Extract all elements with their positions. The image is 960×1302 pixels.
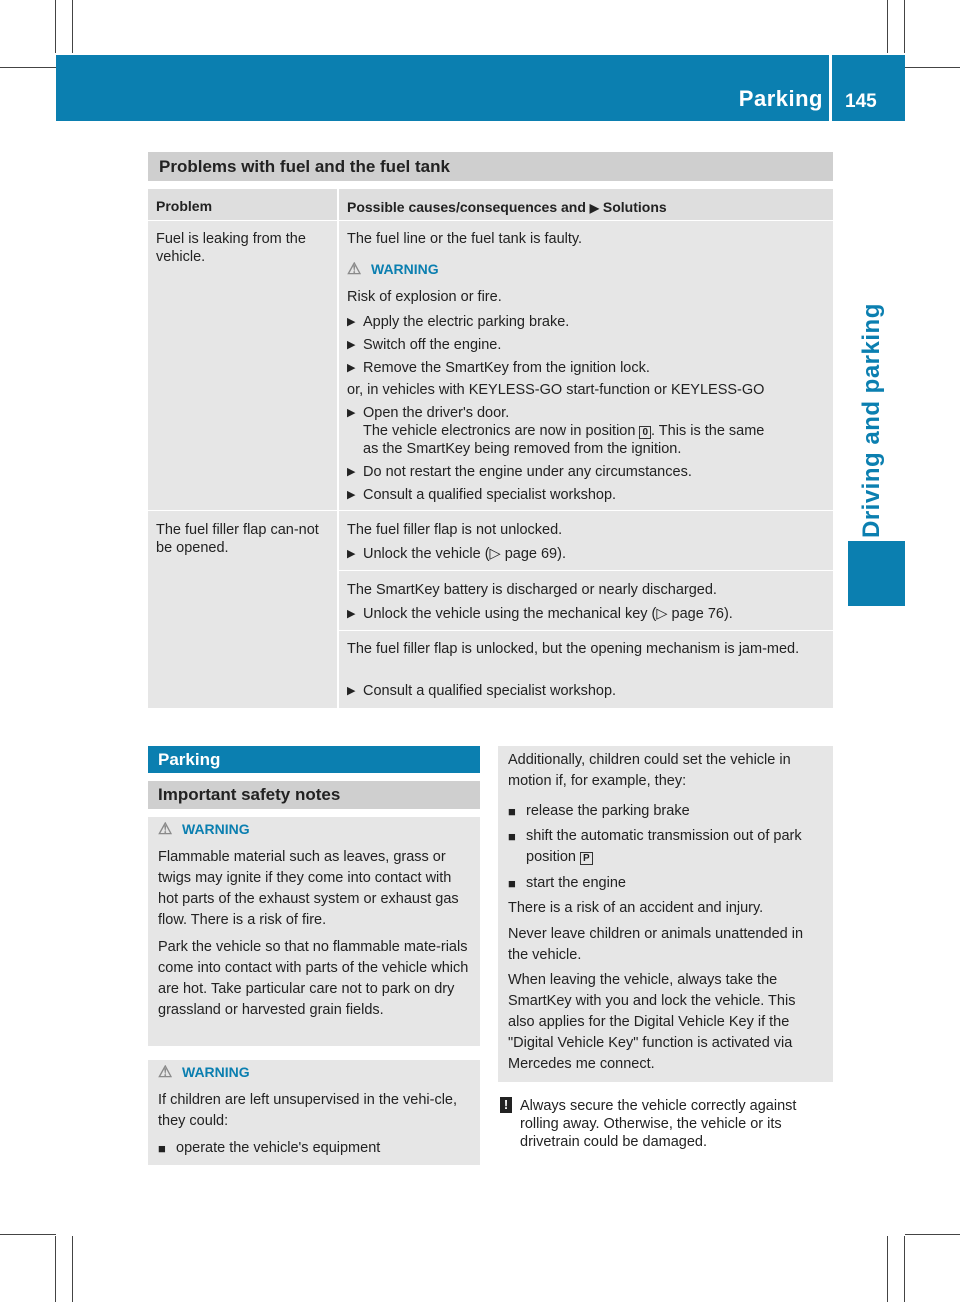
arrow-icon: ▶ — [347, 548, 356, 560]
column-header: Possible causes/consequences and ▶ Solutions — [347, 199, 667, 215]
instruction-step: ▶ Open the driver's door. The vehicle electronics are now in position 0 . This is the same as the SmartKey being removed from the ignition. — [347, 405, 765, 457]
bullet-icon: ■ — [158, 1141, 166, 1156]
arrow-icon: ▶ — [347, 489, 356, 501]
note: ! Always secure the vehicle correctly against rolling away. Otherwise, the vehicle or its drivetrain could be damaged. — [498, 1097, 838, 1151]
arrow-icon: ▶ — [347, 339, 356, 351]
crop-mark — [905, 1234, 960, 1235]
crop-mark — [55, 1236, 56, 1302]
crop-mark — [0, 67, 56, 68]
instruction-step: ▶ Unlock the vehicle using the mechanical key (▷ page 76). — [347, 606, 733, 622]
crop-mark — [72, 1236, 73, 1302]
warning-label: ⚠ WARNING — [347, 261, 439, 278]
arrow-icon: ▶ — [347, 466, 356, 478]
bullet-icon: ■ — [508, 804, 516, 819]
table-row-flap-cause-3: The fuel filler flap is unlocked, but the opening mechanism is jam-med. ▶ Consult a qualified specialist workshop. — [339, 631, 833, 708]
crop-mark — [55, 0, 56, 53]
table-row-fuel-leak-problem: Fuel is leaking from the vehicle. — [148, 221, 337, 510]
header-section-title: Parking — [738, 86, 823, 111]
crop-mark — [905, 67, 960, 68]
instruction-step: ▶ Switch off the engine. — [347, 337, 502, 353]
crop-mark — [887, 1236, 888, 1302]
arrow-icon: ▶ — [347, 685, 356, 697]
instruction-step: ▶ Consult a qualified specialist workshop. — [347, 487, 617, 503]
table-row-fuel-leak-solutions: The fuel line or the fuel tank is faulty. ⚠ WARNING Risk of explosion or fire. ▶ Apply the electric parking brake. ▶ Switch off the engine. ▶ Remove the SmartKey from the ignition lock. or, in vehicles with KEYLESS-GO start-function or KEYLESS-GO ▶ Open the driver's door. The vehicle electronics are now in position 0 . This is the same as the SmartKey being removed from the ignition. ▶ Do not restart the engine under any circumstances. ▶ Consult a qualified specialist workshop. — [339, 221, 833, 510]
list-item: ■ shift the automatic transmission out of park position P — [508, 828, 802, 865]
instruction-step: ▶ Consult a qualified specialist workshop. — [347, 683, 617, 699]
table-row-flap-cause-1: The fuel filler flap is not unlocked. ▶ Unlock the vehicle (▷ page 69). — [339, 511, 833, 570]
crop-mark — [72, 0, 73, 53]
warning-icon: ⚠ — [347, 261, 362, 278]
list-item: ■ release the parking brake — [508, 801, 823, 822]
instruction-step: ▶ Unlock the vehicle (▷ page 69). — [347, 546, 566, 562]
instruction-step: ▶ Remove the SmartKey from the ignition lock. — [347, 360, 650, 376]
section-heading: Parking — [148, 746, 480, 773]
list-item: ■ operate the vehicle's equipment — [158, 1138, 470, 1159]
instruction-step: ▶ Apply the electric parking brake. — [347, 314, 570, 330]
table-row-flap-problem: The fuel filler flap can-not be opened. — [148, 511, 337, 708]
warning-box-fire: ⚠ WARNING Flammable material such as leaves, grass or twigs may ignite if they come into contact with hot parts of the exhaust system or exhaust gas flow. There is a risk of fire. Park the vehicle so that no flammable mate-rials come into contact with parts of the vehicle which are hot. Take particular care not to park on dry grassland or harvested grain fields. — [148, 817, 480, 1046]
arrow-icon: ▶ — [347, 316, 356, 328]
caution-icon: ! — [500, 1097, 512, 1113]
bullet-icon: ■ — [508, 876, 516, 891]
side-tab-label: Driving and parking — [858, 303, 885, 538]
column-header: Problem — [156, 198, 213, 214]
warning-box-continued: Additionally, children could set the vehicle in motion if, for example, they: ■ release the parking brake ■ shift the automatic transmission out of park position P ■ start the engine There is a risk of an accident and injury. Never leave children or animals unattended in the vehicle. When leaving the vehicle, always take the SmartKey with you and lock the vehicle. This also applies for the Digital Vehicle Key if the "Digital Vehicle Key" function is activated via Mercedes me connect. — [498, 746, 833, 1082]
warning-icon: ⚠ — [158, 821, 173, 838]
instruction-step: ▶ Do not restart the engine under any circumstances. — [347, 464, 692, 480]
arrow-icon: ▶ — [589, 201, 600, 215]
warning-label: ⚠ WARNING — [158, 1064, 250, 1081]
table-row-flap-cause-2: The SmartKey battery is discharged or nearly discharged. ▶ Unlock the vehicle using the mechanical key (▷ page 76). — [339, 571, 833, 630]
key-position-icon: 0 — [639, 426, 651, 439]
table-header-problem — [148, 189, 337, 220]
warning-icon: ⚠ — [158, 1064, 173, 1081]
subsection-heading: Important safety notes — [148, 781, 480, 809]
table-header-solutions — [339, 189, 833, 220]
crop-mark — [904, 1236, 905, 1302]
warning-box-children: ⚠ WARNING If children are left unsupervised in the vehi-cle, they could: ■ operate the vehicle's equipment — [148, 1060, 480, 1165]
page-number: 145 — [845, 91, 877, 112]
arrow-icon: ▶ — [347, 362, 356, 374]
side-tab-marker — [848, 541, 905, 606]
header-divider — [829, 55, 832, 121]
park-position-icon: P — [580, 852, 593, 865]
arrow-icon: ▶ — [347, 608, 356, 620]
arrow-icon: ▶ — [347, 407, 356, 419]
warning-label: ⚠ WARNING — [158, 821, 250, 838]
list-item: ■ start the engine — [508, 873, 823, 894]
bullet-icon: ■ — [508, 829, 516, 844]
crop-mark — [887, 0, 888, 53]
crop-mark — [0, 1234, 56, 1235]
crop-mark — [904, 0, 905, 53]
table-title: Problems with fuel and the fuel tank — [148, 152, 833, 181]
side-tab — [838, 303, 898, 538]
